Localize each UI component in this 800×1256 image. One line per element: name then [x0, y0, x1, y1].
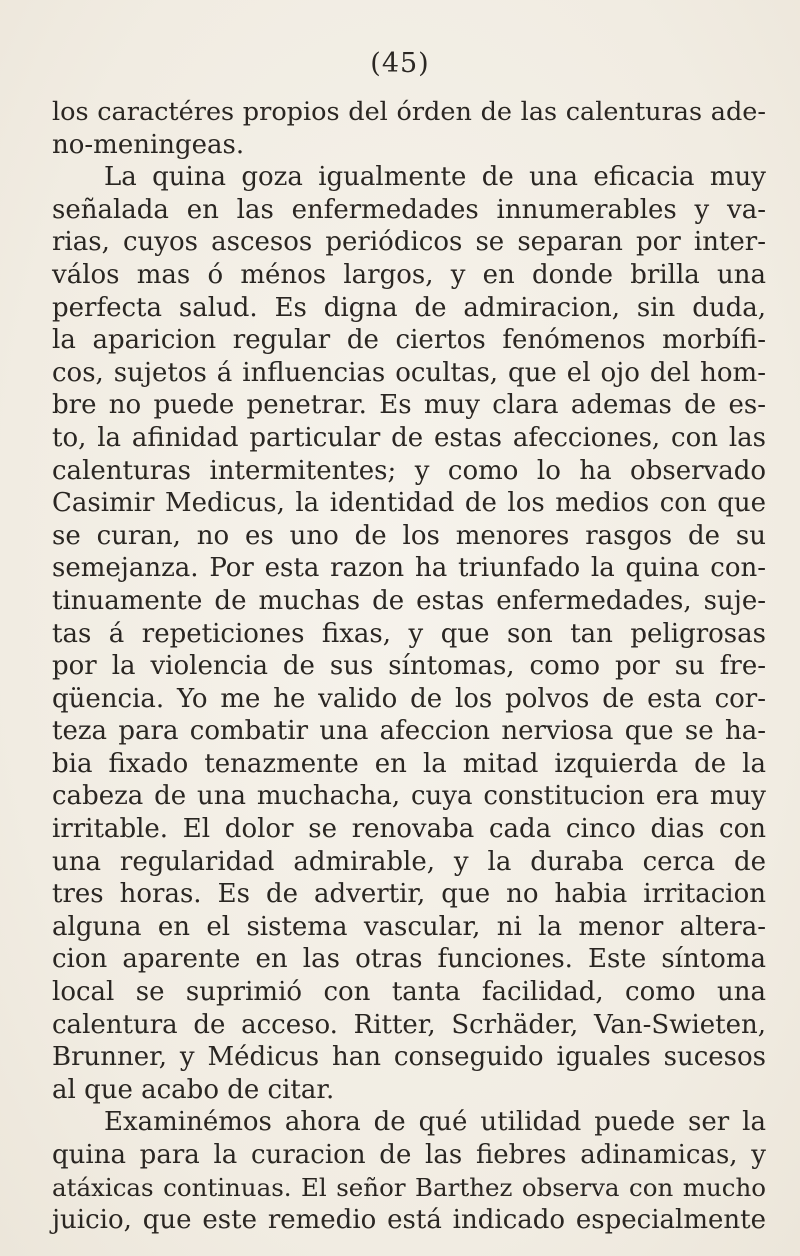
text-line: qüencia. Yo me he valido de los polvos de esta cor-: [52, 683, 766, 714]
text-line: tinuamente de muchas de estas enfermedades, suje-: [52, 585, 766, 616]
text-line: bre no puede penetrar. Es muy clara ademas de es-: [52, 390, 766, 421]
text-line: cabeza de una muchacha, cuya constitucion era muy: [52, 781, 766, 812]
text-line: tas á repeticiones fixas, y que son tan peligrosas: [52, 618, 766, 649]
text-line: teza para combatir una afeccion nerviosa que se ha-: [52, 716, 766, 747]
text-line: tres horas. Es de advertir, que no habia irritacion: [52, 879, 766, 910]
text-line: válos mas ó ménos largos, y en donde brilla una: [52, 259, 766, 290]
text-line: la aparicion regular de ciertos fenómenos morbífi-: [52, 325, 766, 356]
text-line: alguna en el sistema vascular, ni la menor altera-: [52, 911, 766, 942]
text-line: juicio, que este remedio está indicado especialmente: [52, 1205, 766, 1236]
text-line: atáxicas continuas. El señor Barthez observa con mucho: [52, 1172, 766, 1202]
text-line: cion aparente en las otras funciones. Este síntoma: [52, 944, 766, 975]
text-line: local se suprimió con tanta facilidad, como una: [52, 977, 766, 1008]
text-line: calenturas intermitentes; y como lo ha observado: [52, 455, 766, 486]
text-line: bia fixado tenazmente en la mitad izquierda de la: [52, 748, 766, 779]
text-line: por la violencia de sus síntomas, como por su fre-: [52, 651, 766, 682]
text-line: semejanza. Por esta razon ha triunfado la quina con-: [52, 553, 766, 584]
text-line: cos, sujetos á influencias ocultas, que el ojo del hom-: [52, 357, 766, 388]
text-line: quina para la curacion de las fiebres adinamicas, y: [52, 1140, 766, 1170]
paragraph-first-line: Examinémos ahora de qué utilidad puede ser la: [104, 1107, 766, 1138]
text-line: calentura de acceso. Ritter, Scrhäder, Van-Swieten,: [52, 1009, 766, 1040]
paragraph-first-line: La quina goza igualmente de una eficacia muy: [104, 162, 766, 193]
text-line: irritable. El dolor se renovaba cada cinco dias con: [52, 814, 766, 845]
text-line: Casimir Medicus, la identidad de los medios con que: [52, 488, 766, 519]
text-line: al que acabo de citar.: [52, 1074, 335, 1105]
text-line: to, la afinidad particular de estas afecciones, con las: [52, 422, 766, 453]
text-line: los caractéres propios del órden de las calenturas ade-: [52, 97, 766, 127]
text-line: no-meningeas.: [52, 129, 245, 160]
text-line: una regularidad admirable, y la duraba cerca de: [52, 846, 766, 877]
text-line: señalada en las enfermedades innumerables y va-: [52, 194, 766, 225]
text-line: Brunner, y Médicus han conseguido iguales sucesos: [52, 1042, 766, 1073]
page-number: (45): [370, 48, 430, 79]
body-text: [52, 96, 766, 1237]
text-line: perfecta salud. Es digna de admiracion, sin duda,: [52, 292, 766, 323]
text-line: rias, cuyos ascesos periódicos se separan por inter-: [52, 227, 766, 258]
text-line: se curan, no es uno de los menores rasgos de su: [52, 520, 766, 551]
